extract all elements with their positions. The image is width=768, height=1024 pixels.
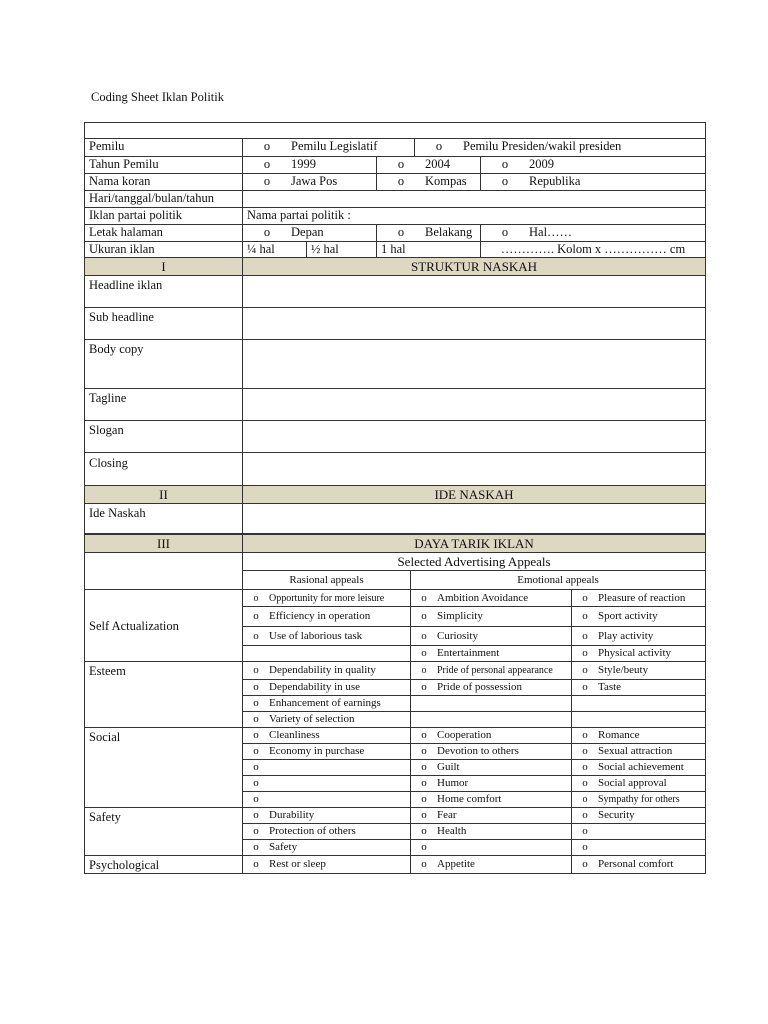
appeal-sympathy-for-others[interactable]: o Sympathy for others bbox=[576, 794, 680, 805]
appeal-devotion-to-others[interactable]: o Devotion to others bbox=[415, 745, 519, 757]
appeal-empty-option[interactable] bbox=[247, 761, 269, 773]
kolom-field[interactable]: …………. Kolom x …………… cm bbox=[481, 242, 706, 259]
appeal-efficiency-in-operation[interactable]: o Efficiency in operation bbox=[247, 610, 370, 622]
appeal-humor[interactable]: o Humor bbox=[415, 777, 468, 789]
appeal-appetite[interactable]: o Appetite bbox=[415, 858, 475, 870]
document-title: Coding Sheet Iklan Politik bbox=[91, 90, 224, 104]
option-pemilu-legislatif[interactable]: o Pemilu Legislatif bbox=[247, 139, 377, 153]
appeal-variety-of-selection[interactable]: o Variety of selection bbox=[247, 713, 355, 725]
appeals-subtitle: Selected Advertising Appeals bbox=[243, 553, 706, 571]
option-2009[interactable]: o 2009 bbox=[485, 157, 554, 171]
koran-label: Nama koran bbox=[85, 174, 243, 191]
ide-naskah-field[interactable] bbox=[243, 504, 706, 534]
appeal-simplicity[interactable]: o Simplicity bbox=[415, 610, 483, 622]
appeal-health[interactable]: o Health bbox=[415, 825, 466, 837]
closing-field[interactable] bbox=[243, 453, 706, 486]
section-3-number: III bbox=[85, 535, 243, 553]
headline-field[interactable] bbox=[243, 276, 706, 308]
option-depan[interactable]: o Depan bbox=[247, 225, 324, 239]
appeal-empty-option[interactable] bbox=[576, 825, 598, 837]
option-republika[interactable]: o Republika bbox=[485, 174, 580, 188]
appeal-durability[interactable]: o Durability bbox=[247, 809, 314, 821]
appeal-empty-option[interactable] bbox=[247, 777, 269, 789]
appeal-style-beuty[interactable]: o Style/beuty bbox=[576, 664, 648, 676]
option-jawa-pos[interactable]: o Jawa Pos bbox=[247, 174, 337, 188]
emotional-header: Emotional appeals bbox=[411, 571, 706, 590]
hari-field[interactable] bbox=[243, 191, 706, 208]
struktur-table bbox=[84, 257, 706, 534]
appeal-opportunity-for-more-leisure[interactable]: o Opportunity for more leisure bbox=[247, 593, 384, 604]
option-pemilu-presiden[interactable]: o Pemilu Presiden/wakil presiden bbox=[419, 139, 621, 153]
hari-label: Hari/tanggal/bulan/tahun bbox=[85, 191, 243, 208]
appeal-social-approval[interactable]: o Social approval bbox=[576, 777, 667, 789]
option-kompas[interactable]: o Kompas bbox=[381, 174, 467, 188]
section-2-title: IDE NASKAH bbox=[243, 486, 706, 504]
appeal-dependability-in-quality[interactable]: o Dependability in quality bbox=[247, 664, 376, 676]
category-psychological: Psychological bbox=[85, 856, 243, 874]
appeal-pride-of-possession[interactable]: o Pride of possession bbox=[415, 681, 522, 693]
category-esteem: Esteem bbox=[85, 662, 243, 728]
tagline-label: Tagline bbox=[85, 389, 243, 421]
pemilu-label: Pemilu bbox=[85, 139, 243, 157]
appeal-economy-in-purchase[interactable]: o Economy in purchase bbox=[247, 745, 364, 757]
appeal-protection-of-others[interactable]: o Protection of others bbox=[247, 825, 356, 837]
option-hal[interactable]: o Hal…… bbox=[485, 225, 572, 239]
rasional-header: Rasional appeals bbox=[243, 571, 411, 590]
category-safety: Safety bbox=[85, 808, 243, 856]
appeal-safety[interactable]: o Safety bbox=[247, 841, 297, 853]
appeal-cleanliness[interactable]: o Cleanliness bbox=[247, 729, 320, 741]
appeal-dependability-in-use[interactable]: o Dependability in use bbox=[247, 681, 360, 693]
tagline-field[interactable] bbox=[243, 389, 706, 421]
info-table bbox=[84, 122, 706, 259]
appeal-fear[interactable]: o Fear bbox=[415, 809, 457, 821]
appeal-sexual-attraction[interactable]: o Sexual attraction bbox=[576, 745, 672, 757]
option-2004[interactable]: o 2004 bbox=[381, 157, 450, 171]
option-full-hal[interactable]: 1 hal bbox=[377, 242, 481, 259]
appeal-physical-activity[interactable]: o Physical activity bbox=[576, 647, 671, 659]
subheadline-label: Sub headline bbox=[85, 308, 243, 340]
option-quarter-hal[interactable]: ¼ hal bbox=[243, 242, 307, 259]
appeal-personal-comfort[interactable]: o Personal comfort bbox=[576, 858, 673, 870]
section-3-title: DAYA TARIK IKLAN bbox=[243, 535, 706, 553]
appeal-empty-option[interactable] bbox=[576, 841, 598, 853]
subheadline-field[interactable] bbox=[243, 308, 706, 340]
appeal-guilt[interactable]: o Guilt bbox=[415, 761, 460, 773]
appeal-ambition-avoidance[interactable]: o Ambition Avoidance bbox=[415, 592, 528, 604]
appeal-cooperation[interactable]: o Cooperation bbox=[415, 729, 491, 741]
appeal-rest-or-sleep[interactable]: o Rest or sleep bbox=[247, 858, 326, 870]
appeal-empty-option[interactable] bbox=[415, 841, 437, 853]
appeal-empty-option[interactable] bbox=[247, 793, 269, 805]
option-belakang[interactable]: o Belakang bbox=[381, 225, 472, 239]
letak-label: Letak halaman bbox=[85, 225, 243, 242]
option-half-hal[interactable]: ½ hal bbox=[307, 242, 377, 259]
ide-naskah-label: Ide Naskah bbox=[85, 504, 243, 534]
partai-field[interactable]: Nama partai politik : bbox=[243, 208, 706, 225]
partai-label: Iklan partai politik bbox=[85, 208, 243, 225]
appeal-pleasure-of-reaction[interactable]: o Pleasure of reaction bbox=[576, 592, 685, 604]
section-1-number: I bbox=[85, 258, 243, 276]
appeal-pride-of-personal-appearance[interactable]: o Pride of personal appearance bbox=[415, 665, 553, 676]
appeal-social-achievement[interactable]: o Social achievement bbox=[576, 761, 684, 773]
bodycopy-field[interactable] bbox=[243, 340, 706, 389]
appeal-taste[interactable]: o Taste bbox=[576, 681, 621, 693]
slogan-field[interactable] bbox=[243, 421, 706, 453]
appeal-use-of-laborious-task[interactable]: o Use of laborious task bbox=[247, 630, 362, 642]
closing-label: Closing bbox=[85, 453, 243, 486]
appeal-curiosity[interactable]: o Curiosity bbox=[415, 630, 478, 642]
appeal-sport-activity[interactable]: o Sport activity bbox=[576, 610, 658, 622]
appeal-entertainment[interactable]: o Entertainment bbox=[415, 647, 499, 659]
slogan-label: Slogan bbox=[85, 421, 243, 453]
appeal-romance[interactable]: o Romance bbox=[576, 729, 640, 741]
appeal-home-comfort[interactable]: o Home comfort bbox=[415, 793, 501, 805]
category-social: Social bbox=[85, 728, 243, 808]
category-self-actualization: Self Actualization bbox=[85, 590, 243, 662]
headline-label: Headline iklan bbox=[85, 276, 243, 308]
tahun-label: Tahun Pemilu bbox=[85, 157, 243, 174]
section-2-number: II bbox=[85, 486, 243, 504]
appeal-enhancement-of-earnings[interactable]: o Enhancement of earnings bbox=[247, 697, 381, 709]
bodycopy-label: Body copy bbox=[85, 340, 243, 389]
appeal-play-activity[interactable]: o Play activity bbox=[576, 630, 653, 642]
daya-tarik-table bbox=[84, 534, 706, 874]
ukuran-label: Ukuran iklan bbox=[85, 242, 243, 259]
option-1999[interactable]: o 1999 bbox=[247, 157, 316, 171]
appeal-security[interactable]: o Security bbox=[576, 809, 635, 821]
section-1-title: STRUKTUR NASKAH bbox=[243, 258, 706, 276]
